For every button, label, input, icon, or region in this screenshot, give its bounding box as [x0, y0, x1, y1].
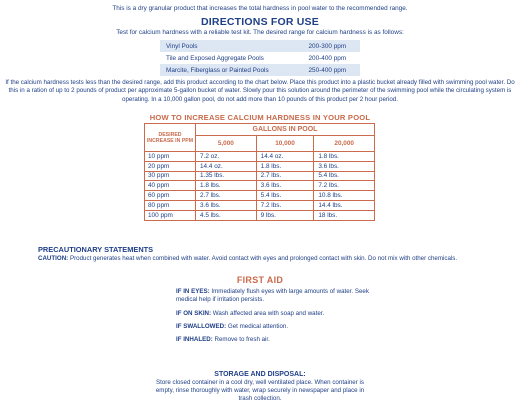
table-row: [145, 181, 375, 191]
calcium-range-table: [160, 40, 360, 76]
first-aid-eyes: [176, 288, 376, 304]
first-aid-label: IF SWALLOWED:: [176, 323, 227, 330]
range-row: [160, 40, 360, 52]
amount-cell: 3.6 lbs.: [314, 161, 375, 171]
gallons-header: GALLONS IN POOL: [196, 124, 375, 136]
first-aid-inhaled: [176, 336, 376, 344]
pool-type: Marcite, Fiberglass or Painted Pools: [160, 64, 309, 76]
table-row: [145, 171, 375, 181]
amount-cell: 5.4 lbs.: [256, 191, 314, 201]
amount-cell: 10.8 lbs.: [314, 191, 375, 201]
table-row: [145, 152, 375, 162]
amount-cell: 1.8 lbs.: [196, 181, 257, 191]
directions-paragraph: If the calcium hardness tests less than the desired range, add this product according to the chart below. Place this product into a plastic bucket already filled with swimming pool water. Do this in a ration of up to 2 pounds of product per approximate 5-gallon bucket of water. Slowly pour this solution around the perimeter of the swimming pool while the circulating system is operating. In a 10,000 gallon pool, do not add more than 10 pounds of this product per 2 hour period.: [5, 79, 515, 103]
amount-cell: 2.7 lbs.: [256, 171, 314, 181]
amount-cell: 14.4 oz.: [196, 161, 257, 171]
ppm-cell: 40 ppm: [145, 181, 196, 191]
table-row: [145, 210, 375, 220]
ppm-cell: 20 ppm: [145, 161, 196, 171]
table-row: [145, 200, 375, 210]
ppm-cell: 80 ppm: [145, 200, 196, 210]
intro-text: This is a dry granular product that increases the total hardness in pool water to the recommended range.: [112, 5, 408, 12]
calcium-chart-heading: HOW TO INCREASE CALCIUM HARDNESS IN YOUR POOL: [149, 113, 371, 122]
first-aid-label: IF ON SKIN:: [176, 310, 212, 317]
ppm-range: 200-300 ppm: [309, 40, 361, 52]
desired-increase-header: DESIRED INCREASE IN PPM: [145, 124, 196, 152]
amount-cell: 1.35 lbs.: [196, 171, 257, 181]
ppm-range: 200-400 ppm: [308, 54, 347, 62]
directions-text: Test for calcium hardness with a reliable test kit. The desired range for calcium hardness is as follows:: [116, 29, 404, 36]
amount-cell: 14.4 lbs.: [314, 200, 375, 210]
caution-text: Product generates heat when combined with water. Avoid contact with eyes and prolonged contact with skin. Do not mix with other chemicals.: [68, 255, 458, 262]
amount-cell: 1.8 lbs.: [256, 161, 314, 171]
range-row: [160, 52, 360, 64]
first-aid-text: Remove to fresh air.: [212, 336, 270, 343]
column-header: 20,000: [314, 136, 375, 152]
first-aid-swallowed: [176, 323, 376, 331]
range-row: [160, 64, 360, 76]
pool-type: Vinyl Pools: [160, 40, 309, 52]
first-aid-text: Immediately flush eyes with large amounts of water. Seek medical help if irritation persists.: [176, 288, 369, 304]
calcium-dosage-table: [144, 123, 375, 221]
caution-statement: [38, 255, 457, 262]
pool-type: Tile and Exposed Aggregate Pools: [166, 54, 264, 62]
amount-cell: 3.6 lbs.: [196, 200, 257, 210]
amount-cell: 7.2 lbs.: [314, 181, 375, 191]
first-aid-text: Wash affected area with soap and water.: [211, 310, 325, 317]
ppm-range: 250-400 ppm: [309, 64, 361, 76]
ppm-cell: 30 ppm: [145, 171, 196, 181]
amount-cell: 1.8 lbs.: [314, 152, 375, 162]
first-aid-heading: FIRST AID: [236, 275, 284, 285]
amount-cell: 9 lbs.: [256, 210, 314, 220]
amount-cell: 4.5 lbs.: [196, 210, 257, 220]
amount-cell: 5.4 lbs.: [314, 171, 375, 181]
amount-cell: 18 lbs.: [314, 210, 375, 220]
precautionary-heading: PRECAUTIONARY STATEMENTS: [38, 245, 154, 254]
first-aid-text: Get medical attention.: [226, 323, 289, 330]
directions-heading: DIRECTIONS FOR USE: [201, 16, 319, 28]
first-aid-label: IF IN EYES:: [176, 288, 210, 295]
amount-cell: 14.4 oz.: [256, 152, 314, 162]
first-aid-skin: [176, 310, 376, 318]
column-header: 10,000: [256, 136, 314, 152]
amount-cell: 3.6 lbs.: [256, 181, 314, 191]
storage-heading: STORAGE AND DISPOSAL:: [214, 371, 306, 378]
amount-cell: 7.2 lbs.: [256, 200, 314, 210]
ppm-cell: 10 ppm: [145, 152, 196, 162]
table-row: [145, 191, 375, 201]
amount-cell: 7.2 oz.: [196, 152, 257, 162]
caution-label: CAUTION:: [38, 255, 69, 262]
storage-text: Store closed container in a cool dry, well ventilated place. When container is empty, rinse thoroughly with water, wrap securely in newspaper and place in trash collection.: [155, 379, 365, 402]
table-row: [145, 161, 375, 171]
ppm-cell: 100 ppm: [145, 210, 196, 220]
amount-cell: 2.7 lbs.: [196, 191, 257, 201]
column-header: 5,000: [196, 136, 257, 152]
ppm-cell: 60 ppm: [145, 191, 196, 201]
first-aid-label: IF INHALED:: [176, 336, 213, 343]
